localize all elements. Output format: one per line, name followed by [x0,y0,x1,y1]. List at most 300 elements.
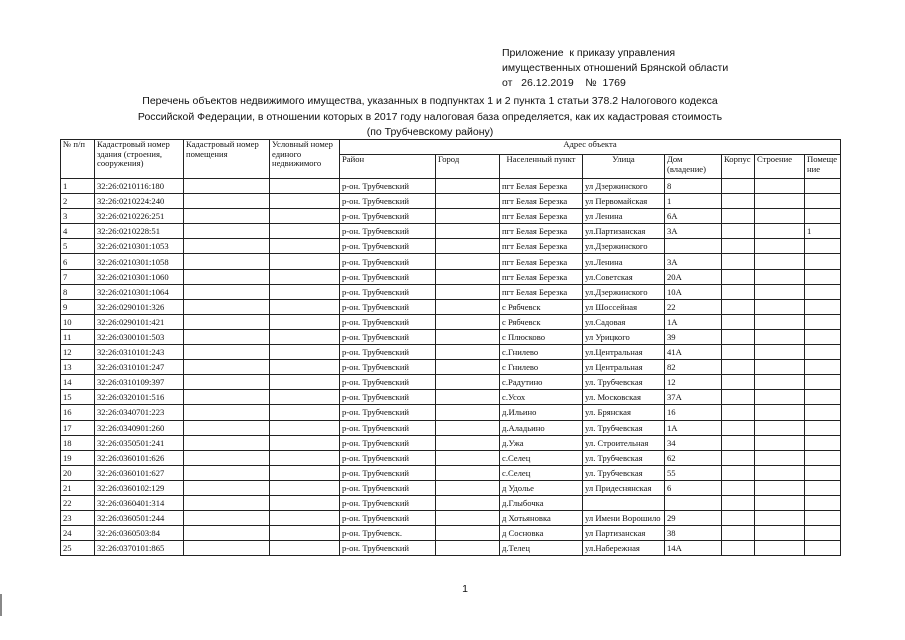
cell-room [805,239,841,254]
table-row [61,299,841,314]
cell-building [722,345,755,360]
document-title [60,94,800,141]
header-cad-room: Кадастровый номер помещения [184,140,270,179]
cell-district: р-он. Трубчевский [340,375,436,390]
cell-district: р-он. Трубчевский [340,254,436,269]
page-number: 1 [462,583,468,595]
cell-cond-number [270,269,340,284]
cell-cond-number [270,345,340,360]
table-row [61,254,841,269]
cell-house: 39 [665,329,722,344]
cell-locality: пгт Белая Березка [500,194,583,209]
table-row [61,465,841,480]
table-row [61,360,841,375]
cell-building [722,435,755,450]
header-street: Улица [583,155,665,179]
cell-building [722,375,755,390]
cell-num: 22 [61,495,95,510]
cell-room [805,435,841,450]
cell-room [805,450,841,465]
title-line-2: Российской Федерации, в отношении которых в 2017 году налоговая база определяется, как их кадастровая стоимость [137,110,723,123]
table-row [61,405,841,420]
cell-building [722,420,755,435]
cell-cad-building: 32:26:0210226:251 [95,209,184,224]
cell-cad-room [184,405,270,420]
cell-district: р-он. Трубчевский [340,435,436,450]
cell-city [436,345,500,360]
cell-house: 82 [665,360,722,375]
table-row [61,495,841,510]
cell-city [436,405,500,420]
cell-building [722,360,755,375]
table-row [61,375,841,390]
cell-cad-room [184,345,270,360]
cell-house: 22 [665,299,722,314]
table-row [61,239,841,254]
cell-house: 41А [665,345,722,360]
cell-cad-building: 32:26:0210301:1053 [95,239,184,254]
cell-house: 37А [665,390,722,405]
cell-locality: с Гнилево [500,360,583,375]
cell-locality: д Сосновка [500,526,583,541]
cell-cad-building: 32:26:0210301:1064 [95,284,184,299]
cell-city [436,360,500,375]
cell-street: ул Урицкого [583,329,665,344]
cell-street: ул.Дзержинского [583,239,665,254]
cell-district: р-он. Трубчевский [340,329,436,344]
cell-structure [755,209,805,224]
cell-street: ул.Дзержинского [583,284,665,299]
cell-street: ул Первомайская [583,194,665,209]
cell-room [805,284,841,299]
cell-cad-building: 32:26:0360102:129 [95,480,184,495]
cell-cad-room [184,209,270,224]
cell-cond-number [270,405,340,420]
cell-cad-room [184,299,270,314]
cell-city [436,465,500,480]
cell-cad-building: 32:26:0360503:84 [95,526,184,541]
cell-structure [755,179,805,194]
cell-cad-building: 32:26:0360101:626 [95,450,184,465]
cell-cad-room [184,284,270,299]
cell-cad-building: 32:26:0210301:1060 [95,269,184,284]
cell-district: р-он. Трубчевский [340,239,436,254]
cell-num: 15 [61,390,95,405]
cell-street: ул.Центральная [583,345,665,360]
cell-house: 62 [665,450,722,465]
cell-house: 16 [665,405,722,420]
cell-city [436,299,500,314]
cell-city [436,194,500,209]
cell-cad-building: 32:26:0340901:260 [95,420,184,435]
cell-city [436,495,500,510]
cell-structure [755,314,805,329]
cell-cad-room [184,495,270,510]
cell-house: 29 [665,511,722,526]
cell-district: р-он. Трубчевский [340,480,436,495]
cell-street: ул.Партизанская [583,224,665,239]
title-line-3: (по Трубчевскому району) [366,126,494,138]
cell-cond-number [270,465,340,480]
cell-city [436,284,500,299]
cell-cad-building: 32:26:0360101:627 [95,465,184,480]
table-row [61,224,841,239]
cell-street: ул Шоссейная [583,299,665,314]
cell-building [722,541,755,556]
cell-house: 10А [665,284,722,299]
table-row [61,420,841,435]
cell-district: р-он. Трубчевский [340,209,436,224]
cell-street [583,495,665,510]
cell-cond-number [270,450,340,465]
cell-city [436,420,500,435]
cell-room [805,314,841,329]
cell-cond-number [270,254,340,269]
cell-district: р-он. Трубчевский [340,495,436,510]
cell-street: ул. Брянская [583,405,665,420]
cell-building [722,209,755,224]
cell-num: 3 [61,209,95,224]
cell-num: 14 [61,375,95,390]
header-room: Помещение [805,155,841,179]
cell-locality: с.Селец [500,450,583,465]
cell-street: ул.Садовая [583,314,665,329]
cell-cond-number [270,526,340,541]
cell-house: 12 [665,375,722,390]
cell-building [722,314,755,329]
cell-building [722,511,755,526]
cell-locality: пгт Белая Березка [500,224,583,239]
cell-district: р-он. Трубчевский [340,390,436,405]
cell-district: р-он. Трубчевский [340,194,436,209]
cell-locality: д.Ужа [500,435,583,450]
cell-cond-number [270,314,340,329]
cell-street: ул. Трубчевская [583,375,665,390]
cell-cond-number [270,480,340,495]
cell-cond-number [270,284,340,299]
cell-cad-room [184,435,270,450]
cell-cad-room [184,269,270,284]
cell-num: 8 [61,284,95,299]
table-row [61,435,841,450]
cell-building [722,495,755,510]
appendix-line-1: Приложение к приказу управления [502,47,675,59]
header-cad-building: Кадастровый номер здания (строения, сооружения) [95,140,184,179]
cell-room [805,480,841,495]
header-num: № п/п [61,140,95,179]
cell-locality: д Хотьяновка [500,511,583,526]
cell-locality: пгт Белая Березка [500,284,583,299]
cell-locality: с.Усох [500,390,583,405]
cell-num: 10 [61,314,95,329]
appendix-line-3: от 26.12.2019 № 1769 [502,77,626,89]
cell-structure [755,390,805,405]
cell-room [805,541,841,556]
cell-house: 3А [665,224,722,239]
cell-locality: д.Глыбочка [500,495,583,510]
cell-num: 1 [61,179,95,194]
cell-structure [755,239,805,254]
cell-street: ул. Трубчевская [583,420,665,435]
cell-district: р-он. Трубчевский [340,405,436,420]
cell-cond-number [270,390,340,405]
cell-city [436,375,500,390]
cell-house: 1А [665,314,722,329]
cell-building [722,480,755,495]
cell-locality: пгт Белая Березка [500,254,583,269]
cell-structure [755,480,805,495]
cell-district: р-он. Трубчевск. [340,526,436,541]
cell-cad-room [184,480,270,495]
cell-cad-building: 32:26:0320101:516 [95,390,184,405]
cell-cond-number [270,224,340,239]
cell-street: ул Ленина [583,209,665,224]
cell-num: 23 [61,511,95,526]
cell-structure [755,194,805,209]
cell-room [805,179,841,194]
table-row [61,526,841,541]
cell-district: р-он. Трубчевский [340,511,436,526]
cell-street: ул.Ленина [583,254,665,269]
cell-locality: д.Аладьино [500,420,583,435]
cell-city [436,480,500,495]
table-row [61,269,841,284]
cell-room [805,465,841,480]
cell-cond-number [270,209,340,224]
cell-cad-building: 32:26:0340701:223 [95,405,184,420]
cell-room [805,526,841,541]
cell-building [722,179,755,194]
cell-district: р-он. Трубчевский [340,360,436,375]
cell-locality: с.Гнилево [500,345,583,360]
cell-room [805,269,841,284]
cell-locality: пгт Белая Березка [500,209,583,224]
cell-street: ул. Трубчевская [583,450,665,465]
cell-cad-building: 32:26:0310101:247 [95,360,184,375]
cell-room [805,405,841,420]
cell-street: ул. Трубчевская [583,465,665,480]
cell-room [805,360,841,375]
cell-locality: с Рябчевск [500,314,583,329]
cell-building [722,465,755,480]
cell-num: 17 [61,420,95,435]
cell-street: ул.Советская [583,269,665,284]
cell-building [722,405,755,420]
cell-building [722,526,755,541]
cell-building [722,329,755,344]
cell-street: ул.Набережная [583,541,665,556]
cell-street: ул. Строительная [583,435,665,450]
cell-structure [755,329,805,344]
cell-district: р-он. Трубчевский [340,284,436,299]
cell-building [722,269,755,284]
cell-cad-building: 32:26:0300101:503 [95,329,184,344]
cell-cad-room [184,375,270,390]
cell-house: 55 [665,465,722,480]
cell-room [805,420,841,435]
cell-building [722,450,755,465]
cell-structure [755,541,805,556]
table-row [61,390,841,405]
cell-cad-building: 32:26:0290101:421 [95,314,184,329]
cell-cad-room [184,254,270,269]
cell-room [805,390,841,405]
cell-room [805,209,841,224]
cell-building [722,239,755,254]
cell-room [805,375,841,390]
cell-district: р-он. Трубчевский [340,465,436,480]
cell-house: 8 [665,179,722,194]
cell-locality: пгт Белая Березка [500,269,583,284]
cell-city [436,511,500,526]
cell-num: 19 [61,450,95,465]
table-row [61,209,841,224]
cell-cad-room [184,465,270,480]
cell-city [436,269,500,284]
cell-cad-room [184,526,270,541]
cell-room [805,345,841,360]
table-row [61,194,841,209]
header-city: Город [436,155,500,179]
cell-room: 1 [805,224,841,239]
cell-num: 16 [61,405,95,420]
cell-city [436,224,500,239]
cell-room [805,299,841,314]
cell-city [436,179,500,194]
header-address: Адрес объекта [340,140,841,155]
header-cond-number: Условный номер единого недвижимого [270,140,340,179]
cell-cad-room [184,511,270,526]
header-locality: Населенный пункт [500,155,583,179]
cell-building [722,254,755,269]
cell-district: р-он. Трубчевский [340,179,436,194]
cell-structure [755,511,805,526]
cell-cad-building: 32:26:0360501:244 [95,511,184,526]
cell-cad-building: 32:26:0360401:314 [95,495,184,510]
cell-street: ул Партизанская [583,526,665,541]
cell-cad-room [184,239,270,254]
cell-structure [755,284,805,299]
cell-locality: пгт Белая Березка [500,239,583,254]
cell-locality: с Рябчевск [500,299,583,314]
cell-building [722,299,755,314]
cell-city [436,526,500,541]
cell-num: 12 [61,345,95,360]
cell-num: 25 [61,541,95,556]
cell-house: 38 [665,526,722,541]
cell-street: ул. Московская [583,390,665,405]
table-row [61,179,841,194]
cell-cond-number [270,329,340,344]
cell-cond-number [270,360,340,375]
cell-city [436,329,500,344]
cell-cad-room [184,360,270,375]
cell-num: 13 [61,360,95,375]
table-row [61,284,841,299]
cell-structure [755,495,805,510]
cell-structure [755,345,805,360]
header-house: Дом (владение) [665,155,722,179]
cell-locality: с Плюсково [500,329,583,344]
cell-street: ул Дзержинского [583,179,665,194]
cell-building [722,194,755,209]
cell-structure [755,450,805,465]
cell-num: 7 [61,269,95,284]
cell-structure [755,269,805,284]
cell-cad-building: 32:26:0210228:51 [95,224,184,239]
cell-city [436,254,500,269]
table-row [61,541,841,556]
cell-num: 2 [61,194,95,209]
cell-locality: д.Ильино [500,405,583,420]
cell-district: р-он. Трубчевский [340,541,436,556]
cell-locality: с.Селец [500,465,583,480]
cell-cad-room [184,450,270,465]
cell-city [436,450,500,465]
cell-cad-building: 32:26:0370101:865 [95,541,184,556]
table-row [61,329,841,344]
cell-num: 4 [61,224,95,239]
cell-cond-number [270,495,340,510]
table-row [61,450,841,465]
cell-room [805,329,841,344]
cell-street: ул Придеснянская [583,480,665,495]
cell-city [436,239,500,254]
cell-cad-building: 32:26:0210224:240 [95,194,184,209]
title-line-1: Перечень объектов недвижимого имущества, указанных в подпунктах 1 и 2 пункта 1 статьи 378.2 Налогового кодекса [142,95,718,107]
cell-street: ул Центральная [583,360,665,375]
appendix-line-2: имущественных отношений Брянской области [502,62,729,74]
cell-building [722,284,755,299]
cell-structure [755,465,805,480]
cell-street: ул Имени Ворошило [583,511,665,526]
cell-district: р-он. Трубчевский [340,224,436,239]
cell-cad-building: 32:26:0210301:1058 [95,254,184,269]
cell-district: р-он. Трубчевский [340,314,436,329]
header-district: Район [340,155,436,179]
cell-cad-room [184,390,270,405]
table-row [61,511,841,526]
cell-cond-number [270,239,340,254]
cell-structure [755,420,805,435]
cell-room [805,254,841,269]
cell-locality: с.Радутино [500,375,583,390]
cell-room [805,194,841,209]
cell-district: р-он. Трубчевский [340,269,436,284]
cell-building [722,224,755,239]
cell-house: 14А [665,541,722,556]
cell-structure [755,360,805,375]
cell-num: 9 [61,299,95,314]
cell-city [436,435,500,450]
cell-district: р-он. Трубчевский [340,420,436,435]
header-building: Корпус [722,155,755,179]
scan-edge-mark [0,594,2,616]
cell-house [665,495,722,510]
cell-district: р-он. Трубчевский [340,299,436,314]
cell-structure [755,299,805,314]
cell-structure [755,435,805,450]
cell-house: 6 [665,480,722,495]
cell-num: 21 [61,480,95,495]
header-structure: Строение [755,155,805,179]
property-table [60,139,841,556]
cell-house: 1А [665,420,722,435]
cell-cad-building: 32:26:0310109:397 [95,375,184,390]
cell-cad-room [184,420,270,435]
cell-house [665,239,722,254]
cell-house: 20А [665,269,722,284]
